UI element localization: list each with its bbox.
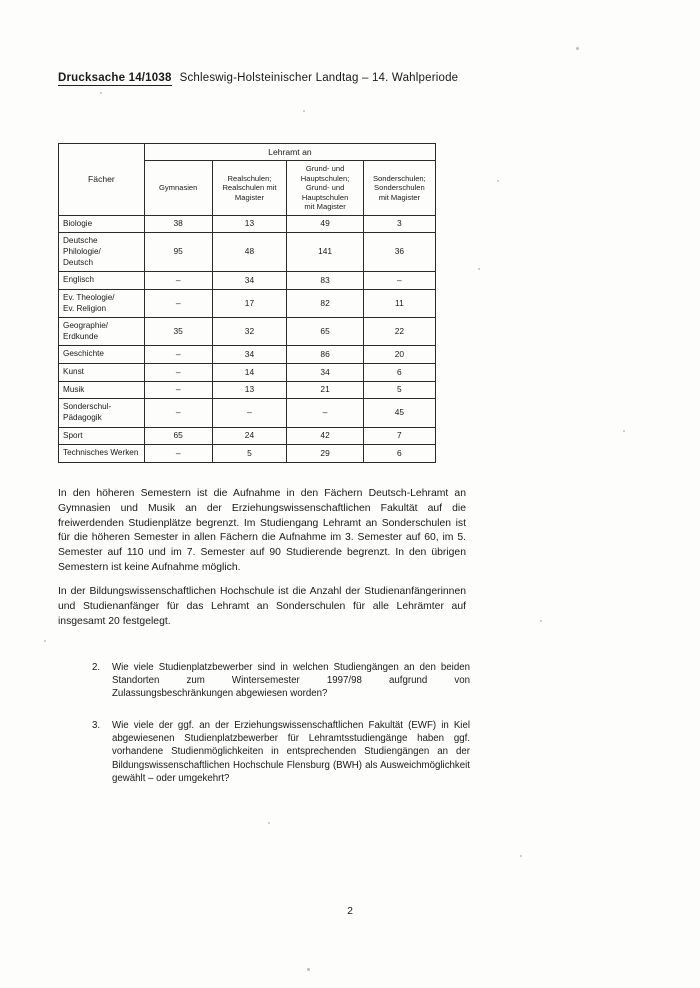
row-subject xyxy=(59,346,145,364)
column-header-group: Lehramt an xyxy=(144,144,435,161)
row-value: – xyxy=(144,445,212,463)
row-value: 5 xyxy=(212,445,287,463)
row-value: 6 xyxy=(363,364,435,382)
row-value: 95 xyxy=(144,233,212,272)
row-value: 32 xyxy=(212,318,287,346)
row-value: 6 xyxy=(363,445,435,463)
table-header-row-group xyxy=(59,144,436,161)
row-value: – xyxy=(144,364,212,382)
subject-line: Erdkunde xyxy=(63,331,99,341)
scan-speck xyxy=(540,620,542,622)
subject-line: Englisch xyxy=(63,275,94,285)
table-row xyxy=(59,445,436,463)
row-value: 35 xyxy=(144,318,212,346)
row-value: 29 xyxy=(287,445,363,463)
column-header-grund-hauptschulen xyxy=(287,161,363,215)
column-header-line: Sonderschulen; xyxy=(372,173,426,183)
row-value: 83 xyxy=(287,272,363,290)
row-subject xyxy=(59,427,145,445)
scan-speck xyxy=(478,268,480,270)
column-header-line: mit Magister xyxy=(378,192,421,202)
column-header-line: Sonderschulen xyxy=(374,183,425,193)
row-subject xyxy=(59,272,145,290)
row-value: 34 xyxy=(287,364,363,382)
scan-speck xyxy=(576,47,579,50)
row-value: 7 xyxy=(363,427,435,445)
document-id: Drucksache 14/1038 xyxy=(58,72,172,84)
row-value: – xyxy=(363,272,435,290)
row-value: 49 xyxy=(287,215,363,233)
row-value: – xyxy=(212,399,287,427)
table-row xyxy=(59,346,436,364)
row-value: 86 xyxy=(287,346,363,364)
column-header-line: Realschulen mit xyxy=(222,183,277,193)
row-subject xyxy=(59,233,145,272)
column-header-line: Grund- und xyxy=(305,164,345,174)
body-paragraph-2: In der Bildungswissenschaftlichen Hochschule ist die Anzahl der Studienanfängerinnen und Studienanfänger für das Lehramt an Sonderschulen für alle Lehrämter auf insgesamt 20 festgelegt. xyxy=(58,586,466,627)
row-value: – xyxy=(144,346,212,364)
table-row xyxy=(59,272,436,290)
row-subject xyxy=(59,381,145,399)
row-value: 34 xyxy=(212,346,287,364)
table-row xyxy=(59,289,436,317)
question-text: Wie viele Studienplatzbewerber sind in welchen Studiengängen an den beiden Standorten zum Wintersemester 1997/98 aufgrund von Zulassungsbeschränkungen abgewiesen worden? xyxy=(112,662,470,700)
scan-speck xyxy=(497,180,499,182)
table-row xyxy=(59,427,436,445)
column-header-line: Realschulen; xyxy=(227,173,272,183)
question-item-3 xyxy=(92,719,470,785)
row-value: 34 xyxy=(212,272,287,290)
page-header xyxy=(58,72,660,84)
page-number: 2 xyxy=(347,905,353,917)
column-header-line: Grund- und xyxy=(305,183,345,193)
document-title: Schleswig-Holsteinischer Landtag – 14. Wahlperiode xyxy=(179,72,459,84)
row-value: 65 xyxy=(287,318,363,346)
table-row xyxy=(59,318,436,346)
row-value: 65 xyxy=(144,427,212,445)
table-row xyxy=(59,399,436,427)
column-header-line: Gymnasien xyxy=(158,183,198,193)
subject-line: Pädagogik xyxy=(63,413,102,423)
subject-line: Musik xyxy=(63,384,85,394)
row-value: 48 xyxy=(212,233,287,272)
row-value: – xyxy=(144,272,212,290)
scan-speck xyxy=(100,92,102,94)
row-value: 21 xyxy=(287,381,363,399)
row-value: 14 xyxy=(212,364,287,382)
scan-speck xyxy=(623,430,625,432)
subject-line: Biologie xyxy=(63,218,93,228)
row-value: 82 xyxy=(287,289,363,317)
body-paragraph-1: In den höheren Semestern ist die Aufnahme in den Fächern Deutsch-Lehramt an Gymnasien und Musik an der Erziehungswissenschaftlichen Fakultät auf die freiwerdenden Studienplätze begrenzt. Im Studiengang Lehramt an Sonderschulen ist für die höheren Semester in allen Fächern die Aufnahme im 3. Semester auf 60, im 5. Semester auf 110 und im 7. Semester auf 90 Studierende begrenzt. In den übrigen Semestern ist keine Aufnahme möglich. xyxy=(58,488,466,573)
column-header-line: Hauptschulen; xyxy=(300,173,350,183)
row-value: – xyxy=(144,381,212,399)
column-header-sonderschulen xyxy=(363,161,435,215)
table-row xyxy=(59,233,436,272)
row-value: 17 xyxy=(212,289,287,317)
enrollment-table xyxy=(58,143,436,463)
subject-line: Deutsche xyxy=(63,236,98,246)
row-value: – xyxy=(144,289,212,317)
question-number: 2. xyxy=(92,662,101,673)
subject-line: Ev. Theologie/ xyxy=(63,292,115,302)
question-number: 3. xyxy=(92,720,101,731)
row-value: 11 xyxy=(363,289,435,317)
column-header-subject: Fächer xyxy=(59,144,145,216)
row-subject xyxy=(59,445,145,463)
column-header-line: Magister xyxy=(234,192,265,202)
row-subject xyxy=(59,289,145,317)
subject-line: Technisches Werken xyxy=(63,448,139,458)
scan-speck xyxy=(307,968,310,971)
question-item-2 xyxy=(92,661,470,701)
row-subject xyxy=(59,364,145,382)
row-value: 13 xyxy=(212,381,287,399)
table-row xyxy=(59,364,436,382)
row-value: 22 xyxy=(363,318,435,346)
subject-line: Ev. Religion xyxy=(63,303,107,313)
row-subject xyxy=(59,399,145,427)
row-value: – xyxy=(287,399,363,427)
scan-speck xyxy=(520,855,522,857)
row-subject xyxy=(59,318,145,346)
column-header-realschulen xyxy=(212,161,287,215)
row-value: 5 xyxy=(363,381,435,399)
subject-line: Philologie/ xyxy=(63,246,101,256)
row-value: 20 xyxy=(363,346,435,364)
row-value: 3 xyxy=(363,215,435,233)
subject-line: Kunst xyxy=(63,367,84,377)
row-value: 36 xyxy=(363,233,435,272)
scan-speck xyxy=(44,640,46,642)
row-value: 141 xyxy=(287,233,363,272)
scan-speck xyxy=(268,822,270,824)
row-value: 13 xyxy=(212,215,287,233)
table-row xyxy=(59,381,436,399)
table-row xyxy=(59,215,436,233)
question-text: Wie viele der ggf. an der Erziehungswissenschaftlichen Fakultät (EWF) in Kiel abgewiesenen Studienplatzbewerber für Lehramtsstudiengänge haben ggf. vorhandene Studienmöglichkeiten in entsprechenden Studiengängen an der Bildungswissenschaftlichen Hochschule Flensburg (BWH) als Ausweichmöglichkeit gewählt – oder umgekehrt? xyxy=(112,720,470,784)
row-subject xyxy=(59,215,145,233)
column-header-line: mit Magister xyxy=(304,202,346,212)
row-value: 24 xyxy=(212,427,287,445)
column-header-line: Hauptschulen xyxy=(301,192,349,202)
scan-speck xyxy=(303,110,305,112)
subject-line: Deutsch xyxy=(63,257,94,267)
row-value: – xyxy=(144,399,212,427)
subject-line: Sonderschul- xyxy=(63,402,112,412)
column-header-gymnasien xyxy=(144,161,212,215)
subject-line: Sport xyxy=(63,430,83,440)
row-value: 38 xyxy=(144,215,212,233)
row-value: 42 xyxy=(287,427,363,445)
subject-line: Geographie/ xyxy=(63,321,109,331)
row-value: 45 xyxy=(363,399,435,427)
subject-line: Geschichte xyxy=(63,349,104,359)
